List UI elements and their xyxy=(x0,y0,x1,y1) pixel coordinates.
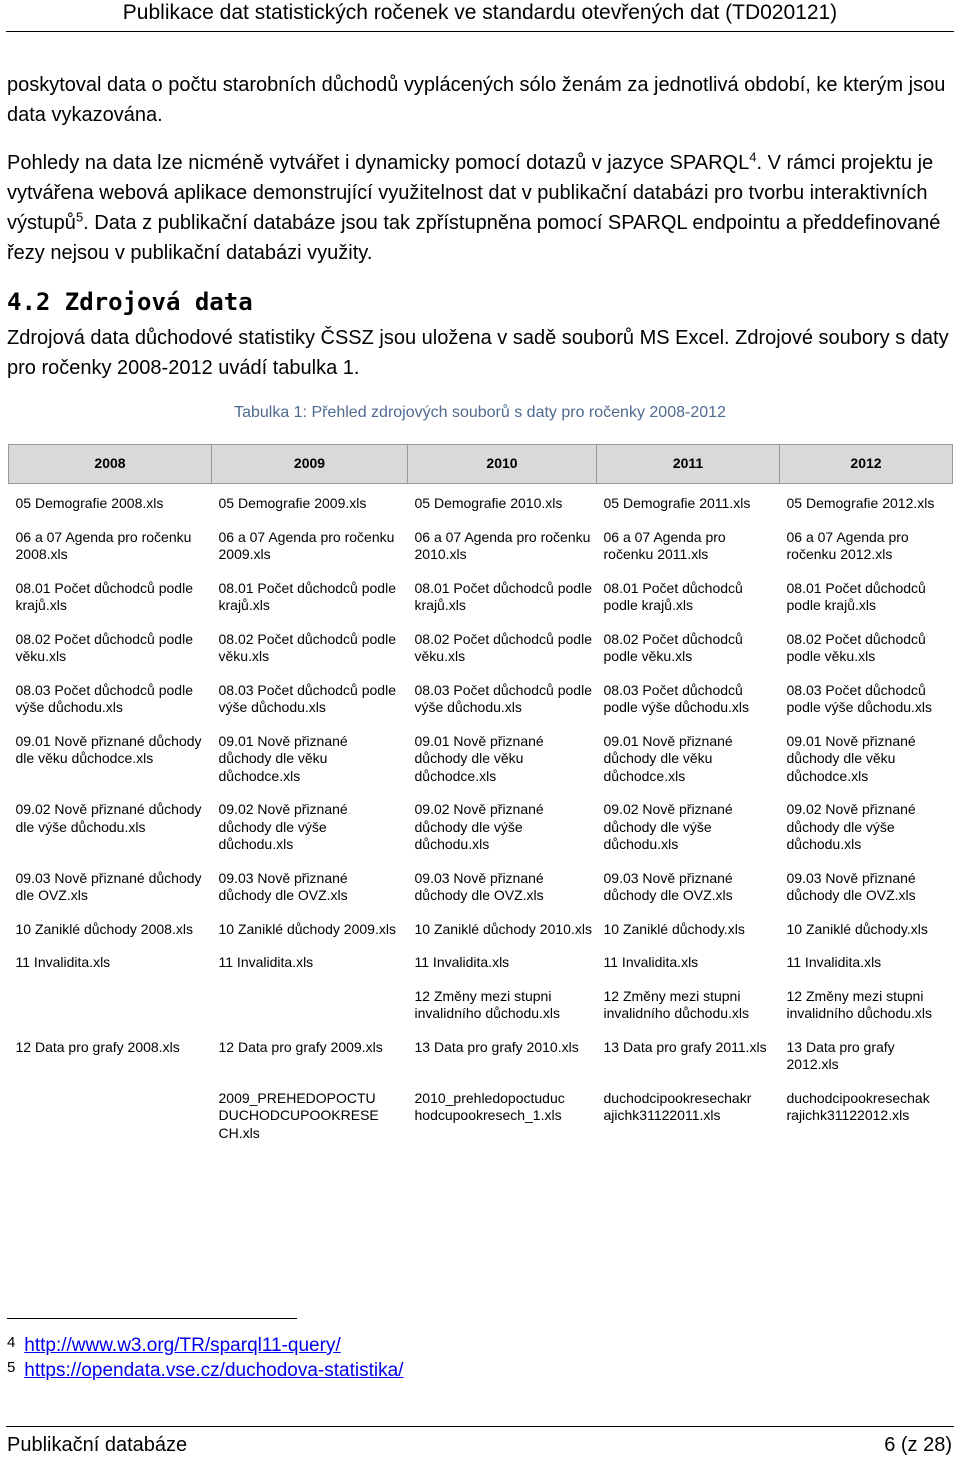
table-cell: 11 Invalidita.xls xyxy=(603,954,699,970)
table-cell: 2009_PREHEDOPOCTU DUCHODCUPOOKRESE CH.xls xyxy=(218,1089,379,1141)
footnote-ref-4[interactable]: 4 xyxy=(749,149,757,165)
table-cell: 09.02 Nově přiznané důchody dle výše důchodu.xls xyxy=(603,801,733,852)
header-divider xyxy=(6,31,954,32)
table-cell: 10 Zaniklé důchody 2008.xls xyxy=(15,920,193,937)
table-cell: 10 Zaniklé důchody.xls xyxy=(603,920,745,937)
table-cell: 08.01 Počet důchodců podle krajů.xls xyxy=(15,579,193,613)
table-header-row xyxy=(9,445,953,484)
table-cell: 09.03 Nově přiznané důchody dle OVZ.xls xyxy=(786,869,916,903)
table-row xyxy=(9,484,953,521)
table-cell: duchodcipookresechakr ajichk31122011.xls xyxy=(603,1089,752,1123)
table-cell: duchodcipookresechak rajichk31122012.xls xyxy=(786,1089,930,1123)
table-cell: 09.01 Nově přiznané důchody dle věku důchodce.xls xyxy=(218,732,348,784)
footnote-link[interactable]: https://opendata.vse.cz/duchodova-statistika/ xyxy=(24,1360,404,1381)
table-cell: 10 Zaniklé důchody 2010.xls xyxy=(414,920,592,937)
table-cell: 13 Data pro grafy 2011.xls xyxy=(603,1038,767,1055)
table-caption: Tabulka 1: Přehled zdrojových souborů s daty pro ročenky 2008-2012 xyxy=(234,404,726,421)
table-row xyxy=(9,674,953,725)
table-cell: 08.03 Počet důchodců podle výše důchodu.xls xyxy=(15,681,193,715)
table-cell: 09.02 Nově přiznané důchody dle výše důchodu.xls xyxy=(786,801,916,852)
table-cell: 08.01 Počet důchodců podle krajů.xls xyxy=(414,579,592,613)
table-row xyxy=(9,521,953,572)
table-cell xyxy=(9,980,212,1031)
table-cell: 06 a 07 Agenda pro ročenku 2011.xls xyxy=(603,528,726,562)
table-cell: 08.03 Počet důchodců podle výše důchodu.xls xyxy=(786,681,933,715)
paragraph-1: poskytoval data o počtu starobních důchodů vyplácených sólo ženám za jednotlivá období, ke kterým jsou data vykazována. xyxy=(7,74,946,126)
table-cell: 06 a 07 Agenda pro ročenku 2012.xls xyxy=(786,528,909,562)
table-cell: 05 Demografie 2008.xls xyxy=(15,495,164,511)
paragraph-2-part-c: . Data z publikační databáze jsou tak zpřístupněna pomocí SPARQL endpointu a předdefinované řezy nejsou v publikační databázi využity. xyxy=(7,212,941,264)
table-cell: 08.03 Počet důchodců podle výše důchodu.xls xyxy=(603,681,750,715)
table-cell xyxy=(9,1082,212,1151)
column-header: 2012 xyxy=(780,445,953,484)
footnote-5 xyxy=(7,1359,403,1383)
table-row xyxy=(9,980,953,1031)
page-header-title: Publikace dat statistických ročenek ve standardu otevřených dat (TD020121) xyxy=(122,1,838,24)
table-cell: 12 Změny mezi stupni invalidního důchodu.xls xyxy=(786,987,933,1021)
table-cell: 06 a 07 Agenda pro ročenku 2010.xls xyxy=(414,528,591,562)
paragraph-2-part-a: Pohledy na data lze nicméně vytvářet i dynamicky pomocí dotazů v jazyce SPARQL xyxy=(7,152,750,174)
footnote-ref-5[interactable]: 5 xyxy=(75,209,84,225)
table-cell xyxy=(212,980,408,1031)
column-header: 2009 xyxy=(212,445,408,484)
paragraph-2-part-b: . V rámci projektu je vytvářena webová aplikace demonstrující využitelnost dat v publikační databázi pro tvorbu interaktivních výstupů xyxy=(7,152,934,234)
column-header: 2008 xyxy=(9,445,212,484)
table-row xyxy=(9,862,953,913)
footnote-4 xyxy=(7,1334,341,1358)
table-row xyxy=(9,793,953,862)
table-cell: 09.03 Nově přiznané důchody dle OVZ.xls xyxy=(15,869,202,903)
table-row xyxy=(9,572,953,623)
table-cell: 09.01 Nově přiznané důchody dle věku důchodce.xls xyxy=(15,732,202,766)
table-row xyxy=(9,946,953,980)
footnote-number: 4 xyxy=(7,1334,16,1351)
table-cell: 10 Zaniklé důchody 2009.xls xyxy=(218,920,396,937)
table-row xyxy=(9,913,953,947)
table-cell: 12 Změny mezi stupni invalidního důchodu.xls xyxy=(603,987,750,1021)
footer-page-number: 6 (z 28) xyxy=(884,1434,952,1456)
table-row xyxy=(9,1031,953,1082)
table-cell: 13 Data pro grafy 2012.xls xyxy=(786,1038,895,1072)
table-cell: 06 a 07 Agenda pro ročenku 2009.xls xyxy=(218,528,395,562)
footnote-divider xyxy=(7,1318,297,1319)
footnote-number: 5 xyxy=(7,1359,16,1376)
paragraph-3: Zdrojová data důchodové statistiky ČSSZ jsou uložena v sadě souborů MS Excel. Zdrojové soubory s daty pro ročenky 2008-2012 uvádí tabulka 1. xyxy=(7,327,949,379)
table-cell: 09.03 Nově přiznané důchody dle OVZ.xls xyxy=(218,869,348,903)
table-cell: 08.03 Počet důchodců podle výše důchodu.xls xyxy=(218,681,396,715)
section-heading: 4.2 Zdrojová data xyxy=(7,288,253,316)
table-cell: 08.03 Počet důchodců podle výše důchodu.xls xyxy=(414,681,592,715)
table-cell: 08.01 Počet důchodců podle krajů.xls xyxy=(786,579,926,613)
footnote-link[interactable]: http://www.w3.org/TR/sparql11-query/ xyxy=(24,1335,341,1356)
table-cell: 11 Invalidita.xls xyxy=(15,954,111,970)
table-cell: 09.03 Nově přiznané důchody dle OVZ.xls xyxy=(414,869,544,903)
table-cell: 08.01 Počet důchodců podle krajů.xls xyxy=(218,579,396,613)
source-files-table xyxy=(8,444,953,1150)
column-header: 2011 xyxy=(597,445,780,484)
table-row xyxy=(9,725,953,794)
table-cell: 11 Invalidita.xls xyxy=(414,954,510,970)
table-cell: 05 Demografie 2011.xls xyxy=(603,495,751,511)
table-cell: 09.01 Nově přiznané důchody dle věku důchodce.xls xyxy=(603,732,733,784)
table-cell: 06 a 07 Agenda pro ročenku 2008.xls xyxy=(15,528,192,562)
table-cell: 08.02 Počet důchodců podle věku.xls xyxy=(414,630,592,664)
table-cell: 11 Invalidita.xls xyxy=(786,954,882,970)
column-header: 2010 xyxy=(408,445,597,484)
table-cell: 08.02 Počet důchodců podle věku.xls xyxy=(15,630,193,664)
table-cell: 12 Data pro grafy 2008.xls xyxy=(15,1038,180,1055)
table-cell: 09.02 Nově přiznané důchody dle výše důchodu.xls xyxy=(414,801,544,852)
table-cell: 05 Demografie 2012.xls xyxy=(786,495,935,511)
table-cell: 09.01 Nově přiznané důchody dle věku důchodce.xls xyxy=(414,732,544,784)
table-cell: 2010_prehledopoctuduc hodcupookresech_1.xls xyxy=(414,1089,565,1123)
table-cell: 11 Invalidita.xls xyxy=(218,954,314,970)
table-cell: 10 Zaniklé důchody.xls xyxy=(786,920,928,937)
paragraph-2 xyxy=(7,148,953,268)
footer-document-name: Publikační databáze xyxy=(7,1434,188,1456)
table-cell: 09.02 Nově přiznané důchody dle výše důchodu.xls xyxy=(15,801,202,835)
footer-divider xyxy=(6,1426,954,1427)
table-row xyxy=(9,623,953,674)
table-cell: 09.01 Nově přiznané důchody dle věku důchodce.xls xyxy=(786,732,916,784)
table-cell: 08.02 Počet důchodců podle věku.xls xyxy=(218,630,396,664)
table-cell: 13 Data pro grafy 2010.xls xyxy=(414,1038,579,1055)
table-cell: 05 Demografie 2010.xls xyxy=(414,495,563,511)
table-cell: 08.01 Počet důchodců podle krajů.xls xyxy=(603,579,743,613)
table-cell: 12 Změny mezi stupni invalidního důchodu.xls xyxy=(414,987,561,1021)
table-cell: 05 Demografie 2009.xls xyxy=(218,495,367,511)
table-cell: 09.03 Nově přiznané důchody dle OVZ.xls xyxy=(603,869,733,903)
table-row xyxy=(9,1082,953,1151)
table-cell: 09.02 Nově přiznané důchody dle výše důchodu.xls xyxy=(218,801,348,852)
table-cell: 08.02 Počet důchodců podle věku.xls xyxy=(603,630,743,664)
table-cell: 08.02 Počet důchodců podle věku.xls xyxy=(786,630,926,664)
table-cell: 12 Data pro grafy 2009.xls xyxy=(218,1038,383,1055)
table-body xyxy=(9,484,953,1151)
